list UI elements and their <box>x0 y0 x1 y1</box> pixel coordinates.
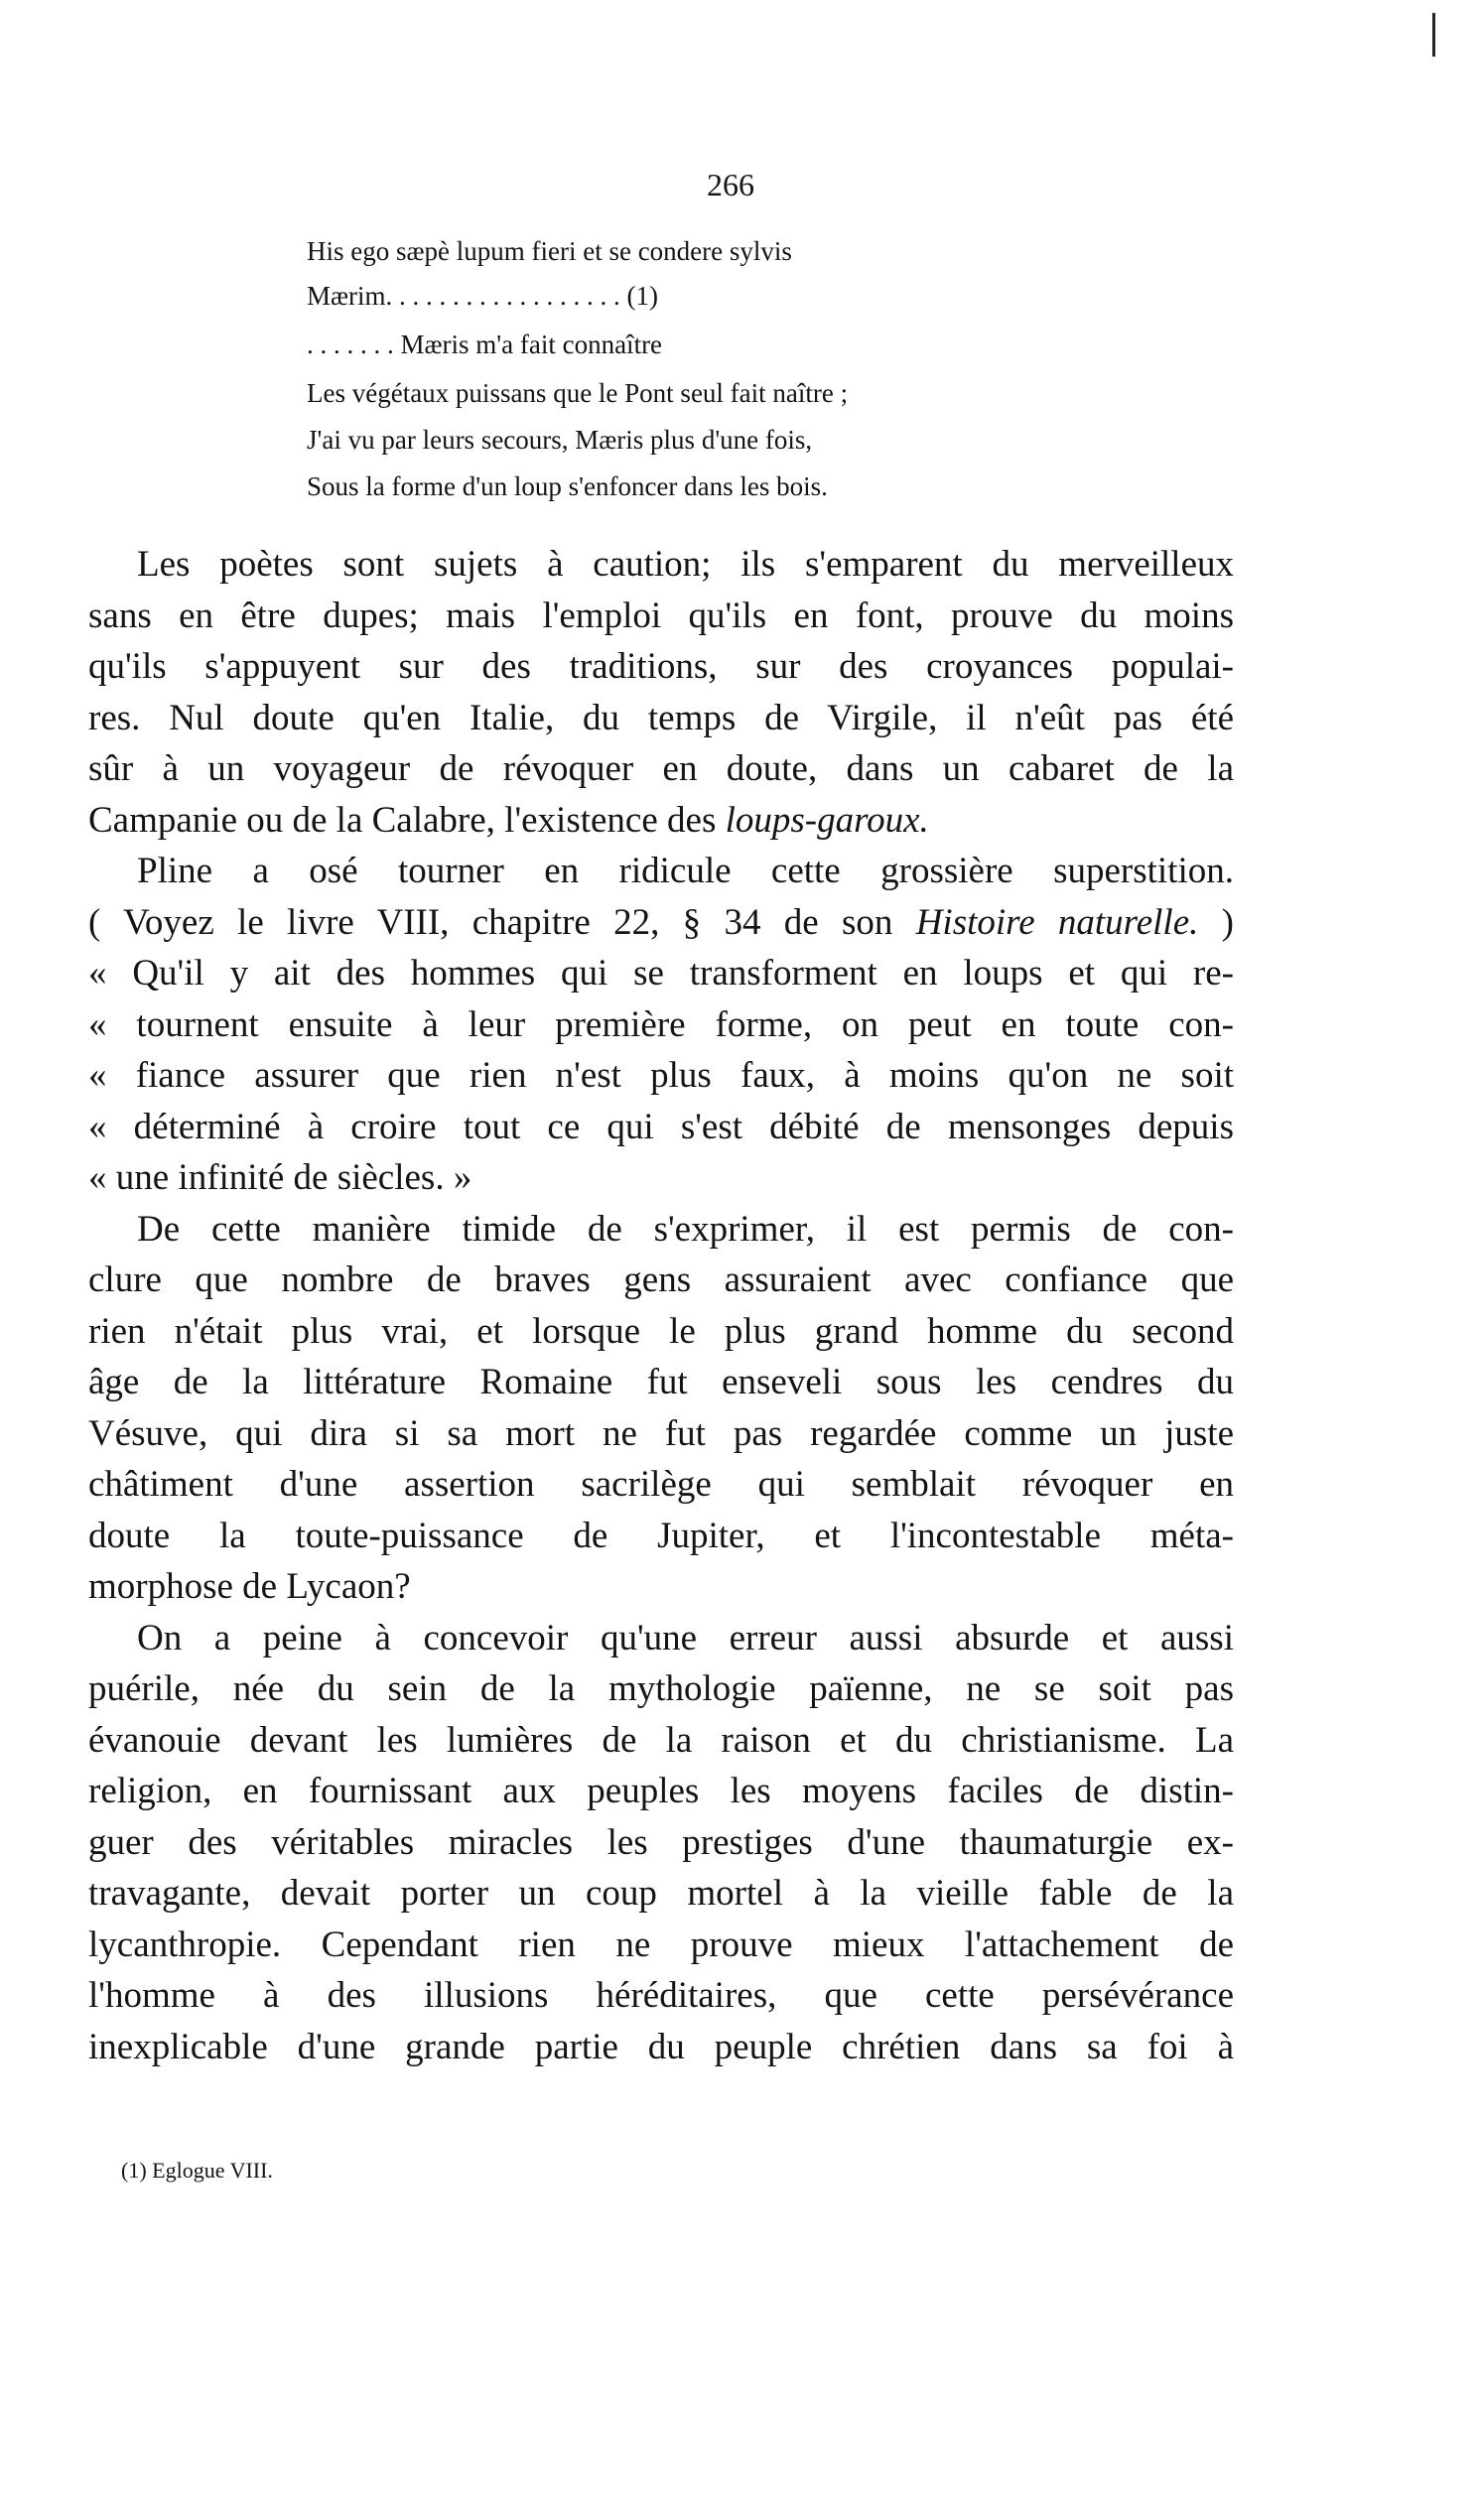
text-line <box>88 1310 1234 1354</box>
text-line <box>88 1361 1234 1404</box>
text-line <box>88 1667 1234 1711</box>
text-segment: religion, en fournissant aux peuples les moyens faciles de distin- <box>88 1771 1234 1811</box>
text-line <box>137 1208 1234 1252</box>
scan-edge-mark <box>1432 13 1435 57</box>
text-line <box>88 1923 1234 1967</box>
text-segment: guer des véritables miracles les prestiges d'une thaumaturgie ex- <box>88 1821 1234 1863</box>
text-segment: évanouie devant les lumières de la raison et du christianisme. La <box>88 1719 1234 1761</box>
italic-title: loups-garoux. <box>725 799 929 841</box>
text-segment: qu'ils s'appuyent sur des traditions, sur des croyances populai- <box>88 646 1234 687</box>
verse-line: Sous la forme d'un loup s'enfoncer dans les bois. <box>307 471 828 501</box>
text-segment: On a peine à concevoir qu'une erreur aussi absurde et aussi <box>137 1617 1234 1658</box>
page-number: 266 <box>707 167 754 202</box>
text-segment: lycanthropie. Cependant rien ne prouve mieux l'attachement de <box>88 1923 1234 1965</box>
text-line <box>88 1974 1234 2018</box>
verse-line: Les végétaux puissans que le Pont seul fait naître ; <box>307 378 849 408</box>
text-line <box>88 697 1234 740</box>
text-segment: res. Nul doute qu'en Italie, du temps de Virgile, il n'eût pas été <box>88 697 1234 738</box>
text-line <box>137 543 1234 587</box>
text-segment: âge de la littérature Romaine fut enseveli sous les cendres du <box>88 1362 1234 1402</box>
text-line <box>88 1515 1234 1558</box>
verse-line: Mærim. . . . . . . . . . . . . . . . . . (1) <box>307 281 658 311</box>
text-segment: châtiment d'une assertion sacrilège qui semblait révoquer en <box>88 1464 1234 1505</box>
text-segment: puérile, née du sein de la mythologie païenne, ne se soit pas <box>88 1668 1234 1709</box>
verse-line: His ego sæpè lupum fieri et se condere sylvis <box>307 236 792 266</box>
text-line <box>137 850 1234 893</box>
text-segment: « déterminé à croire tout ce qui s'est débité de mensonges depuis <box>88 1106 1234 1147</box>
text-segment: doute la toute-puissance de Jupiter, et l'incontestable méta- <box>88 1515 1234 1556</box>
text-line <box>88 901 1234 945</box>
text-line <box>88 1719 1234 1763</box>
text-line <box>88 595 1234 638</box>
text-segment: De cette manière timide de s'exprimer, il est permis de con- <box>137 1208 1234 1250</box>
text-segment: inexplicable d'une grande partie du peuple chrétien dans sa foi à <box>88 2026 1234 2067</box>
text-line <box>88 1821 1234 1865</box>
text-line <box>88 747 1234 791</box>
verse-line: J'ai vu par leurs secours, Mæris plus d'une fois, <box>307 425 813 455</box>
text-line <box>88 952 1234 995</box>
footnote: (1) Eglogue VIII. <box>121 2158 273 2183</box>
text-line <box>88 1106 1234 1149</box>
text-segment: « une infinité de siècles. » <box>88 1157 472 1198</box>
text-line <box>88 2026 1234 2069</box>
text-segment: rien n'était plus vrai, et lorsque le plus grand homme du second <box>88 1310 1234 1352</box>
text-line <box>88 1770 1234 1813</box>
text-segment: « Qu'il y ait des hommes qui se transforment en loups et qui re- <box>88 953 1234 994</box>
text-line <box>88 1463 1234 1507</box>
text-segment: l'homme à des illusions héréditaires, que cette persévérance <box>88 1975 1234 2016</box>
text-segment: sûr à un voyageur de révoquer en doute, dans un cabaret de la <box>88 748 1234 789</box>
text-segment: Vésuve, qui dira si sa mort ne fut pas regardée comme un juste <box>88 1412 1234 1454</box>
text-line <box>88 1259 1234 1302</box>
text-line <box>88 645 1234 689</box>
text-segment: sans en être dupes; mais l'emploi qu'ils en font, prouve du moins <box>88 595 1234 636</box>
text-segment: clure que nombre de braves gens assuraient avec confiance que <box>88 1260 1234 1300</box>
text-line <box>88 1565 1234 1609</box>
text-segment: Les poètes sont sujets à caution; ils s'emparent du merveilleux <box>137 544 1234 585</box>
verse-line: . . . . . . . Mæris m'a fait connaître <box>307 330 663 359</box>
text-line <box>88 1156 1234 1200</box>
text-segment: travagante, devait porter un coup mortel à la vieille fable de la <box>88 1873 1234 1914</box>
text-line <box>88 1872 1234 1916</box>
text-line <box>88 799 1234 843</box>
text-line <box>137 1617 1234 1660</box>
italic-title: Histoire naturelle. <box>915 901 1199 943</box>
text-segment: Pline a osé tourner en ridicule cette grossière superstition. <box>137 851 1234 891</box>
text-segment: « fiance assurer que rien n'est plus faux, à moins qu'on ne soit <box>88 1055 1234 1096</box>
text-segment: « tournent ensuite à leur première forme, on peut en toute con- <box>88 1003 1234 1045</box>
text-line <box>88 1054 1234 1098</box>
text-segment: ( Voyez le livre VIII, chapitre 22, § 34 de son <box>88 901 916 943</box>
text-segment: Campanie ou de la Calabre, l'existence des <box>88 799 726 841</box>
text-segment: ) <box>1198 901 1234 943</box>
text-line <box>88 1412 1234 1456</box>
text-line <box>88 1003 1234 1047</box>
text-segment: morphose de Lycaon? <box>88 1566 411 1607</box>
